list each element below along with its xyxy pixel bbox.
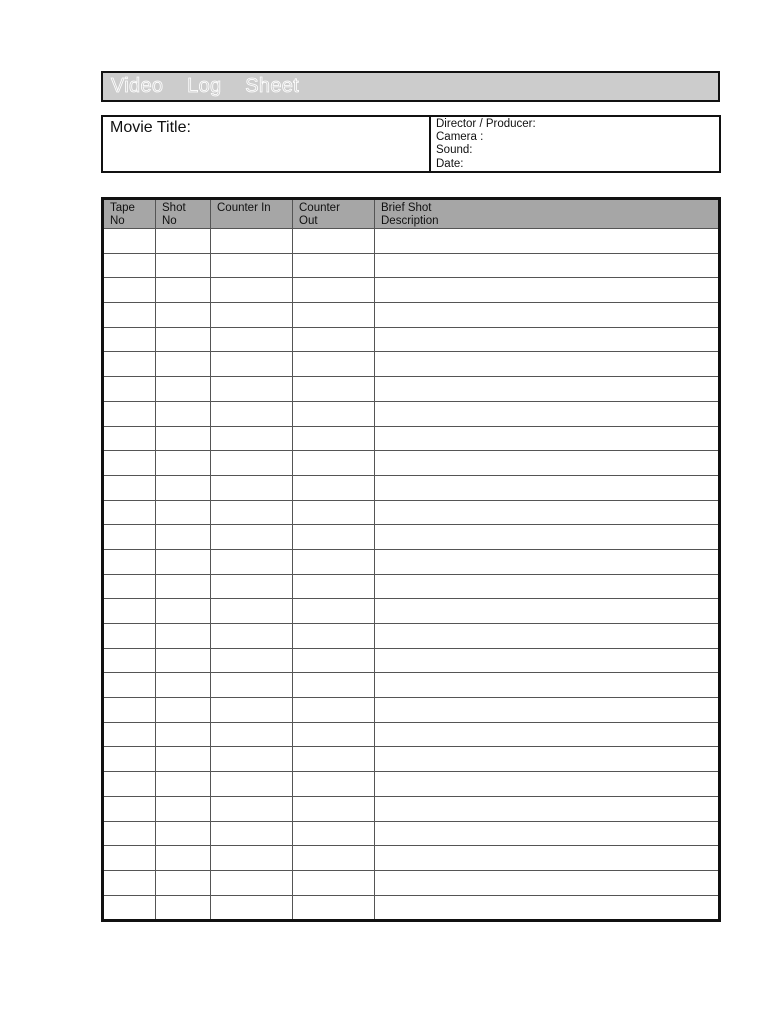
tape-no-cell[interactable] [103, 327, 156, 352]
description-cell[interactable] [375, 549, 720, 574]
description-cell[interactable] [375, 525, 720, 550]
tape-no-cell[interactable] [103, 401, 156, 426]
counter-in-cell[interactable] [211, 648, 293, 673]
shot-no-cell[interactable] [156, 796, 211, 821]
table-row [103, 525, 720, 550]
counter-out-cell[interactable] [293, 303, 375, 328]
shot-no-cell[interactable] [156, 475, 211, 500]
col-counter-in: Counter In [211, 199, 293, 229]
shot-no-cell[interactable] [156, 599, 211, 624]
description-cell[interactable] [375, 599, 720, 624]
tape-no-cell[interactable] [103, 870, 156, 895]
description-cell[interactable] [375, 846, 720, 871]
description-cell[interactable] [375, 796, 720, 821]
shot-no-cell[interactable] [156, 648, 211, 673]
shot-no-cell[interactable] [156, 500, 211, 525]
counter-in-cell[interactable] [211, 821, 293, 846]
camera-field[interactable]: Camera : [436, 131, 484, 144]
tape-no-cell[interactable] [103, 377, 156, 402]
description-cell[interactable] [375, 278, 720, 303]
counter-out-cell[interactable] [293, 278, 375, 303]
counter-in-cell[interactable] [211, 747, 293, 772]
table-row [103, 796, 720, 821]
video-log-table [101, 197, 721, 922]
tape-no-cell[interactable] [103, 451, 156, 476]
shot-no-cell[interactable] [156, 698, 211, 723]
counter-out-cell[interactable] [293, 549, 375, 574]
description-cell[interactable] [375, 722, 720, 747]
counter-in-cell[interactable] [211, 229, 293, 254]
shot-no-cell[interactable] [156, 549, 211, 574]
table-row [103, 352, 720, 377]
table-row [103, 303, 720, 328]
counter-out-cell[interactable] [293, 525, 375, 550]
counter-out-cell[interactable] [293, 673, 375, 698]
tape-no-cell[interactable] [103, 426, 156, 451]
description-cell[interactable] [375, 426, 720, 451]
counter-in-cell[interactable] [211, 895, 293, 921]
tape-no-cell[interactable] [103, 278, 156, 303]
counter-in-cell[interactable] [211, 303, 293, 328]
table-row [103, 722, 720, 747]
table-row [103, 377, 720, 402]
counter-out-cell[interactable] [293, 772, 375, 797]
shot-no-cell[interactable] [156, 377, 211, 402]
tape-no-cell[interactable] [103, 624, 156, 649]
description-cell[interactable] [375, 772, 720, 797]
counter-in-cell[interactable] [211, 624, 293, 649]
counter-in-cell[interactable] [211, 327, 293, 352]
shot-no-cell[interactable] [156, 747, 211, 772]
counter-in-cell[interactable] [211, 500, 293, 525]
table-row [103, 895, 720, 921]
tape-no-cell[interactable] [103, 821, 156, 846]
sheet-title: Video Log Sheet [111, 75, 300, 97]
shot-no-cell[interactable] [156, 895, 211, 921]
tape-no-cell[interactable] [103, 500, 156, 525]
description-cell[interactable] [375, 303, 720, 328]
shot-no-cell[interactable] [156, 821, 211, 846]
director-producer-field[interactable]: Director / Producer: [436, 118, 536, 130]
counter-in-cell[interactable] [211, 352, 293, 377]
counter-out-cell[interactable] [293, 500, 375, 525]
counter-out-cell[interactable] [293, 722, 375, 747]
tape-no-cell[interactable] [103, 895, 156, 921]
description-cell[interactable] [375, 475, 720, 500]
description-cell[interactable] [375, 747, 720, 772]
description-cell[interactable] [375, 352, 720, 377]
tape-no-cell[interactable] [103, 846, 156, 871]
table-row [103, 821, 720, 846]
tape-no-cell[interactable] [103, 599, 156, 624]
description-cell[interactable] [375, 870, 720, 895]
counter-in-cell[interactable] [211, 278, 293, 303]
table-row [103, 500, 720, 525]
description-cell[interactable] [375, 377, 720, 402]
description-cell[interactable] [375, 253, 720, 278]
counter-out-cell[interactable] [293, 599, 375, 624]
tape-no-cell[interactable] [103, 549, 156, 574]
shot-no-cell[interactable] [156, 525, 211, 550]
counter-in-cell[interactable] [211, 451, 293, 476]
counter-in-cell[interactable] [211, 475, 293, 500]
counter-in-cell[interactable] [211, 253, 293, 278]
header-row [103, 199, 720, 229]
shot-no-cell[interactable] [156, 352, 211, 377]
shot-no-cell[interactable] [156, 451, 211, 476]
tape-no-cell[interactable] [103, 525, 156, 550]
shot-no-cell[interactable] [156, 327, 211, 352]
table-row [103, 401, 720, 426]
table-row [103, 549, 720, 574]
info-box [101, 115, 721, 173]
table-row [103, 253, 720, 278]
counter-in-cell[interactable] [211, 796, 293, 821]
tape-no-cell[interactable] [103, 722, 156, 747]
description-cell[interactable] [375, 821, 720, 846]
shot-no-cell[interactable] [156, 401, 211, 426]
description-cell[interactable] [375, 327, 720, 352]
description-cell[interactable] [375, 673, 720, 698]
description-cell[interactable] [375, 574, 720, 599]
counter-out-cell[interactable] [293, 574, 375, 599]
tape-no-cell[interactable] [103, 747, 156, 772]
tape-no-cell[interactable] [103, 796, 156, 821]
shot-no-cell[interactable] [156, 870, 211, 895]
table-row [103, 426, 720, 451]
counter-in-cell[interactable] [211, 426, 293, 451]
table-row [103, 278, 720, 303]
table-row [103, 229, 720, 254]
description-cell[interactable] [375, 895, 720, 921]
tape-no-cell[interactable] [103, 698, 156, 723]
description-cell[interactable] [375, 229, 720, 254]
crew-fields [431, 117, 719, 171]
shot-no-cell[interactable] [156, 624, 211, 649]
description-cell[interactable] [375, 401, 720, 426]
table-row [103, 870, 720, 895]
tape-no-cell[interactable] [103, 303, 156, 328]
shot-no-cell[interactable] [156, 278, 211, 303]
tape-no-cell[interactable] [103, 772, 156, 797]
table-row [103, 599, 720, 624]
counter-in-cell[interactable] [211, 401, 293, 426]
sound-field[interactable]: Sound: [436, 144, 473, 157]
shot-no-cell[interactable] [156, 229, 211, 254]
tape-no-cell[interactable] [103, 253, 156, 278]
table-row [103, 846, 720, 871]
counter-in-cell[interactable] [211, 870, 293, 895]
counter-out-cell[interactable] [293, 821, 375, 846]
counter-in-cell[interactable] [211, 377, 293, 402]
shot-no-cell[interactable] [156, 303, 211, 328]
shot-no-cell[interactable] [156, 574, 211, 599]
col-description: Brief Shot Description [375, 199, 720, 229]
counter-in-cell[interactable] [211, 549, 293, 574]
col-shot-no: Shot No [156, 199, 211, 229]
table-row [103, 698, 720, 723]
table-row [103, 475, 720, 500]
movie-title-label: Movie Title: [110, 119, 191, 136]
counter-in-cell[interactable] [211, 525, 293, 550]
date-field[interactable]: Date: [436, 157, 464, 170]
col-counter-out: Counter Out [293, 199, 375, 229]
counter-out-cell[interactable] [293, 648, 375, 673]
counter-out-cell[interactable] [293, 451, 375, 476]
col-tape-no: Tape No [103, 199, 156, 229]
description-cell[interactable] [375, 451, 720, 476]
shot-no-cell[interactable] [156, 722, 211, 747]
counter-out-cell[interactable] [293, 426, 375, 451]
table-row [103, 673, 720, 698]
counter-in-cell[interactable] [211, 574, 293, 599]
tape-no-cell[interactable] [103, 648, 156, 673]
counter-in-cell[interactable] [211, 698, 293, 723]
table-row [103, 747, 720, 772]
tape-no-cell[interactable] [103, 475, 156, 500]
counter-in-cell[interactable] [211, 722, 293, 747]
description-cell[interactable] [375, 500, 720, 525]
counter-out-cell[interactable] [293, 401, 375, 426]
log-body [103, 229, 720, 921]
counter-in-cell[interactable] [211, 846, 293, 871]
tape-no-cell[interactable] [103, 352, 156, 377]
counter-out-cell[interactable] [293, 895, 375, 921]
shot-no-cell[interactable] [156, 673, 211, 698]
counter-out-cell[interactable] [293, 846, 375, 871]
table-row [103, 451, 720, 476]
tape-no-cell[interactable] [103, 673, 156, 698]
table-row [103, 327, 720, 352]
table-row [103, 772, 720, 797]
counter-out-cell[interactable] [293, 870, 375, 895]
counter-out-cell[interactable] [293, 796, 375, 821]
counter-out-cell[interactable] [293, 698, 375, 723]
shot-no-cell[interactable] [156, 426, 211, 451]
counter-out-cell[interactable] [293, 624, 375, 649]
shot-no-cell[interactable] [156, 772, 211, 797]
counter-out-cell[interactable] [293, 747, 375, 772]
counter-in-cell[interactable] [211, 772, 293, 797]
movie-title-field[interactable] [103, 117, 431, 171]
table-row [103, 574, 720, 599]
counter-in-cell[interactable] [211, 599, 293, 624]
counter-out-cell[interactable] [293, 475, 375, 500]
table-row [103, 648, 720, 673]
counter-out-cell[interactable] [293, 327, 375, 352]
description-cell[interactable] [375, 648, 720, 673]
tape-no-cell[interactable] [103, 574, 156, 599]
title-bar [101, 71, 720, 102]
counter-out-cell[interactable] [293, 377, 375, 402]
description-cell[interactable] [375, 698, 720, 723]
description-cell[interactable] [375, 624, 720, 649]
counter-out-cell[interactable] [293, 229, 375, 254]
shot-no-cell[interactable] [156, 253, 211, 278]
table-row [103, 624, 720, 649]
counter-out-cell[interactable] [293, 253, 375, 278]
counter-out-cell[interactable] [293, 352, 375, 377]
counter-in-cell[interactable] [211, 673, 293, 698]
tape-no-cell[interactable] [103, 229, 156, 254]
shot-no-cell[interactable] [156, 846, 211, 871]
